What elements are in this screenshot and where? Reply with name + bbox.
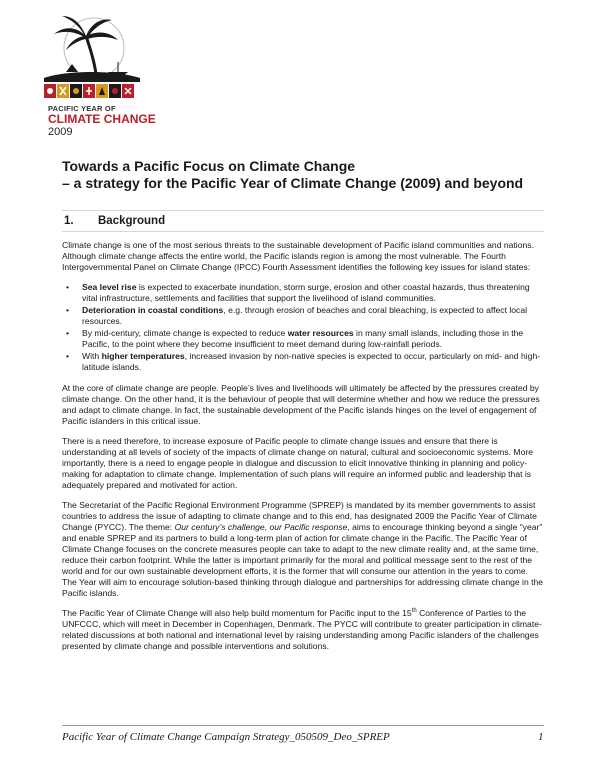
footer-text: Pacific Year of Climate Change Campaign Strategy_050509_Deo_SPREP — [62, 731, 390, 743]
theme-text: Our century’s challenge, our Pacific response — [174, 522, 348, 532]
list-item: • Sea level rise is expected to exacerbate inundation, storm surge, erosion and other coastal hazards, thus threatening vital infrastructure, settlements and facilities that support the livelihood of island communities. — [66, 282, 530, 303]
paragraph-unfccc: The Pacific Year of Climate Change will also help build momentum for Pacific input to the 15th Conference of Parties to the UNFCCC, which will meet in December in Copenhagen, Denmark. The PYCC will contribute to greater participation in climate-related discussions at both national and international level by raising understanding among Pacific islanders of the challenges presented by climate change and possible interventions and solutions. — [62, 608, 542, 651]
section-number: 1. — [64, 215, 74, 227]
key-issues-list — [62, 282, 544, 373]
bullet-icon: • — [66, 328, 70, 338]
paragraph-people: At the core of climate change are people. People’s lives and livelihoods will ultimately be affected by the pressures created by climate change. On the other hand, it is the behaviour of people that will determine whether and how we reduce the pressures and adapt to climate change. In fact, the sustainable development of the Pacific islands hinges on the level of engagement of Pacific islanders in this critical issue. — [62, 383, 540, 426]
bullet-icon: • — [66, 282, 70, 292]
logo-line-pacific-year-of: PACIFIC YEAR OF — [48, 104, 116, 113]
section-heading — [62, 210, 544, 232]
bullet-icon: • — [66, 305, 70, 315]
pycc-logo — [36, 12, 156, 140]
section-title: Background — [98, 215, 166, 227]
list-item: • By mid-century, climate change is expected to reduce water resources in many small islands, including those in the Pacific, to the point where they become insufficient to meet demand during low-rainfall periods. — [66, 328, 524, 349]
page-number: 1 — [538, 731, 544, 743]
paragraph-intro: Climate change is one of the most serious threats to the sustainable development of Pacific island communities and nations. Although climate change affects the entire world, the Pacific islands region is among the most vulnerable. The Fourth Intergovernmental Panel on Climate Change (IPCC) Fourth Assessment identifies the following key issues for island states: — [62, 240, 534, 272]
bullet-icon: • — [66, 351, 70, 361]
title-line-1: Towards a Pacific Focus on Climate Change — [62, 158, 356, 174]
palm-tree-island-icon — [36, 12, 146, 104]
logo-line-year: 2009 — [48, 126, 73, 138]
document-body — [62, 240, 544, 661]
document-title — [62, 158, 562, 192]
list-item: • Deterioration in coastal conditions, e.g. through erosion of beaches and coral bleaching, is expected to affect local resources. — [66, 305, 528, 326]
paragraph-need: There is a need therefore, to increase exposure of Pacific people to climate change issues and ensure that there is understanding at all levels of society of the impacts of climate change on natural, cultural and socioeconomic systems. More importantly, there is a need to engage people in dialogue and discussion to elicit innovative thinking in planning and policy-making for adaptation to climate change. Implementation of such plans will require an informed public and leadership that is adequately prepared and motivated for action. — [62, 436, 533, 490]
paragraph-sprep: The Secretariat of the Pacific Regional Environment Programme (SPREP) is mandated by its member governments to assist countries to address the issue of adapting to climate change and to this end, has designated 2009 the Pacific Year of Climate Change (PYCC). The theme: Our century’s challenge, our Pacific response, aims to encourage thinking beyond a single “year” and enable SPREP and its partners to build a long-term plan of action for climate change in the Pacific. The Pacific Year of Climate Change focuses on the concrete measures people can take to adapt to the new climate reality and, at the same time, reduce their carbon footprint. While the latter is important primarily for the moral and political message sent to the rest of the world and for our own sustainable development efforts, it is the former that will consume our attention in the years to come. The Year will aim to encourage solution-based thinking through dialogue and partnerships for addressing climate change in the Pacific islands. — [62, 500, 544, 598]
title-line-2: – a strategy for the Pacific Year of Climate Change (2009) and beyond — [62, 175, 524, 191]
footer-divider — [62, 725, 544, 726]
list-item: • With higher temperatures, increased invasion by non-native species is expected to occur, particularly on mid- and high-latitude islands. — [66, 351, 541, 372]
logo-line-climate-change: CLIMATE CHANGE — [48, 112, 156, 126]
